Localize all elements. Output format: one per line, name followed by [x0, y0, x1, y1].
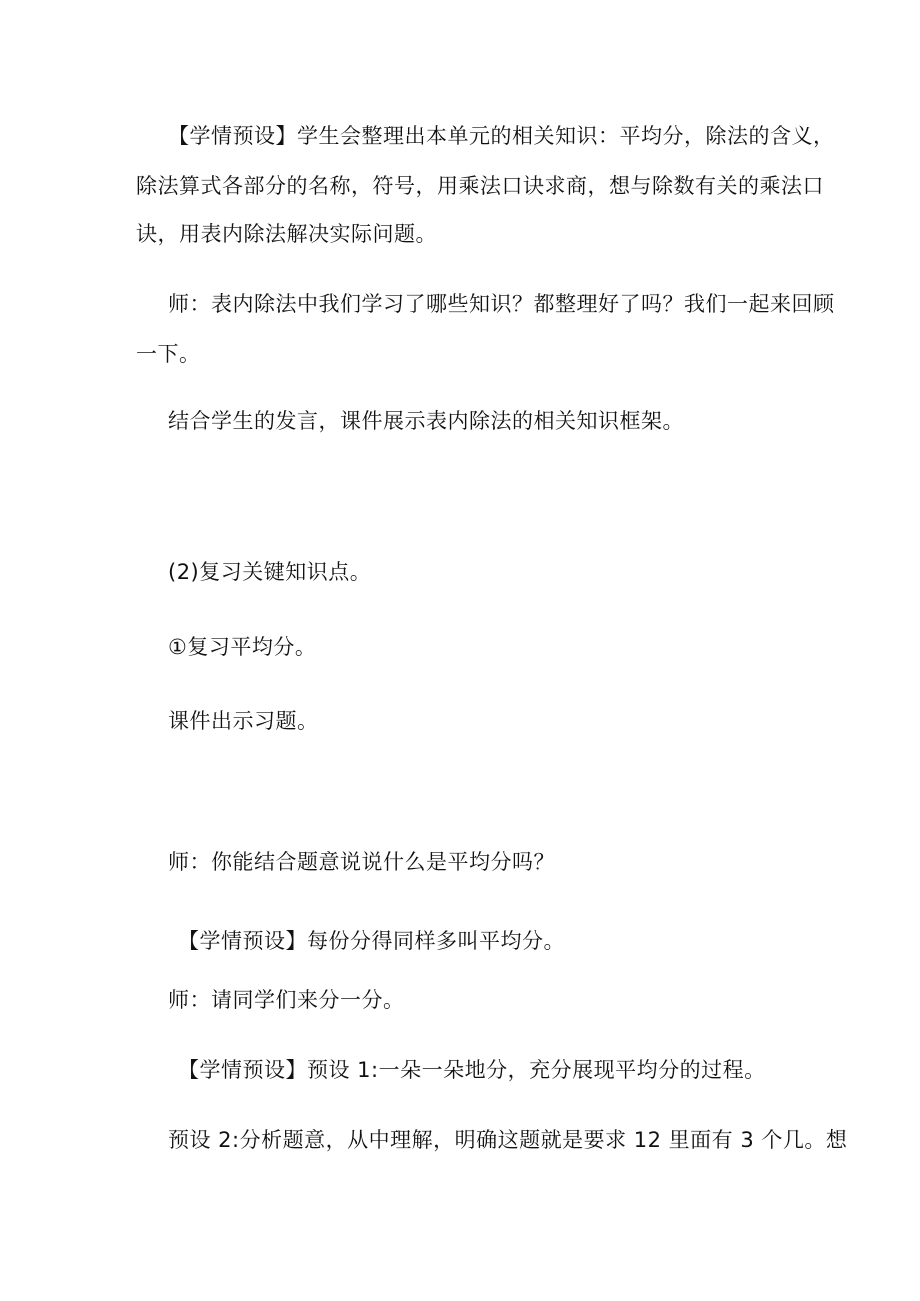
paragraph-line-2: 除法算式各部分的名称，符号，用乘法口诀求商，想与除数有关的乘法口 — [136, 174, 824, 198]
paragraph-line-3: 诀，用表内除法解决实际问题。 — [136, 222, 437, 246]
summary-line: 结合学生的发言，课件展示表内除法的相关知识框架。 — [168, 409, 684, 433]
preset-answer-line: 【学情预设】每份分得同样多叫平均分。 — [178, 929, 565, 953]
exercise-line: 课件出示习题。 — [168, 709, 319, 733]
section-heading: (2)复习关键知识点。 — [168, 560, 372, 584]
teacher-question-line: 师：你能结合题意说说什么是平均分吗？ — [168, 850, 555, 874]
preset-2-line: 预设 2:分析题意，从中理解，明确这题就是要求 12 里面有 3 个几。想 — [168, 1128, 848, 1152]
preset-1-line: 【学情预设】预设 1:一朵一朵地分，充分展现平均分的过程。 — [178, 1058, 766, 1082]
teacher-line-1: 师：表内除法中我们学习了哪些知识？都整理好了吗？我们一起来回顾 — [168, 292, 835, 316]
teacher-line-2: 一下。 — [136, 342, 201, 366]
paragraph-line-1: 【学情预设】学生会整理出本单元的相关知识：平均分，除法的含义， — [168, 124, 835, 148]
teacher-instruction-line: 师：请同学们来分一分。 — [168, 988, 405, 1012]
subsection-heading: ①复习平均分。 — [168, 635, 317, 659]
